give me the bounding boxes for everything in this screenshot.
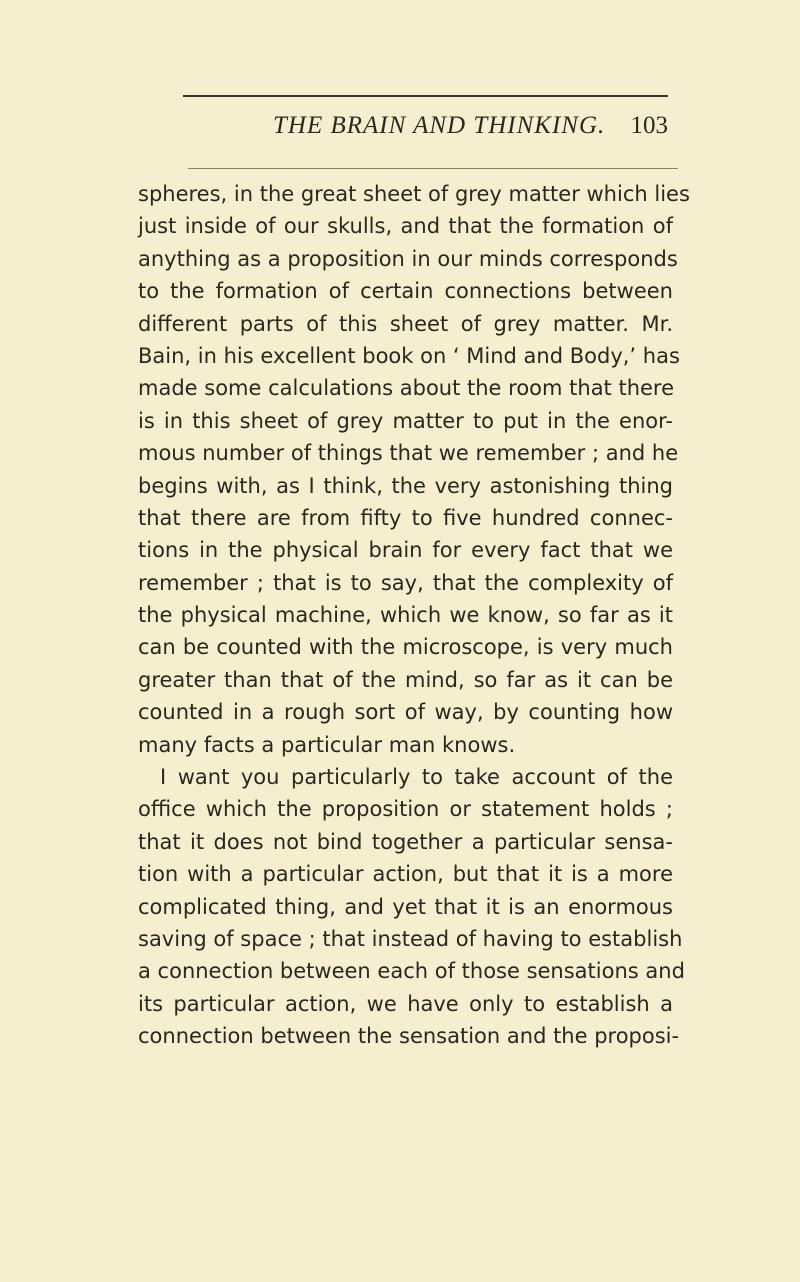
text-line: remember ; that is to say, that the complexity of xyxy=(138,570,673,595)
text-line: that it does not bind together a particular sensa- xyxy=(138,829,673,854)
text-line: made some calculations about the room that there xyxy=(138,376,675,401)
text-line: saving of space ; that instead of having to establish xyxy=(138,926,683,951)
text-line: office which the proposition or statement holds ; xyxy=(138,797,673,822)
text-line: tion with a particular action, but that it is a more xyxy=(138,862,673,887)
text-line: a connection between each of those sensations and xyxy=(138,959,685,984)
text-line: tions in the physical brain for every fact that we xyxy=(138,538,673,563)
page-header xyxy=(183,112,668,152)
running-title: THE BRAIN AND THINKING. xyxy=(273,112,606,139)
page-number: 103 xyxy=(630,112,668,139)
text-line: Bain, in his excellent book on ‘ Mind and Body,’ has xyxy=(138,343,680,368)
text-line: spheres, in the great sheet of grey matter which lies xyxy=(138,182,690,206)
text-line: anything as a proposition in our minds corresponds xyxy=(138,246,678,271)
text-line: to the formation of certain connections between xyxy=(138,279,673,304)
header-bottom-rule xyxy=(188,168,678,169)
text-line: I want you particularly to take account of the xyxy=(160,765,673,790)
text-line: mous number of things that we remember ; and he xyxy=(138,441,679,466)
text-line: counted in a rough sort of way, by counting how xyxy=(138,700,673,725)
text-line: begins with, as I think, the very astonishing thing xyxy=(138,473,673,498)
text-line: complicated thing, and yet that it is an enormous xyxy=(138,894,673,919)
text-line: greater than that of the mind, so far as it can be xyxy=(138,667,673,692)
text-line: connection between the sensation and the proposi- xyxy=(138,1024,680,1049)
text-line: its particular action, we have only to establish a xyxy=(138,991,673,1016)
text-line: just inside of our skulls, and that the formation of xyxy=(138,214,673,239)
text-line: that there are from fifty to five hundred connec- xyxy=(138,505,673,530)
body-text xyxy=(138,178,690,1053)
header-top-rule xyxy=(183,95,668,97)
text-line: many facts a particular man knows. xyxy=(138,732,516,757)
text-line: is in this sheet of grey matter to put in the enor- xyxy=(138,408,673,433)
text-line: can be counted with the microscope, is very much xyxy=(138,635,673,660)
text-line: different parts of this sheet of grey matter. Mr. xyxy=(138,311,673,336)
text-line: the physical machine, which we know, so far as it xyxy=(138,603,673,628)
